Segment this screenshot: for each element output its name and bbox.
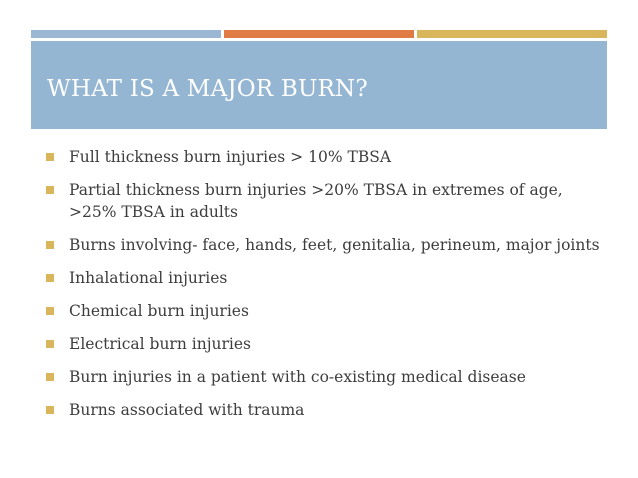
bullet-text: Full thickness burn injuries > 10% TBSA (69, 148, 392, 166)
square-bullet-icon (46, 186, 54, 194)
bullet-item (46, 333, 606, 355)
slide-title: WHAT IS A MAJOR BURN? (47, 76, 368, 102)
bullet-text: Burns associated with trauma (69, 401, 305, 419)
bullet-text: Inhalational injuries (69, 269, 228, 287)
square-bullet-icon (46, 307, 54, 315)
accent-bar-blue (31, 30, 221, 38)
bullet-text: Electrical burn injuries (69, 335, 251, 353)
square-bullet-icon (46, 340, 54, 348)
bullet-text: Chemical burn injuries (69, 302, 249, 320)
square-bullet-icon (46, 373, 54, 381)
bullet-text: Burns involving- face, hands, feet, genitalia, perineum, major joints (69, 236, 600, 254)
accent-bar-orange (224, 30, 414, 38)
square-bullet-icon (46, 274, 54, 282)
bullet-list (46, 146, 606, 432)
title-band (31, 41, 607, 129)
bullet-item (46, 234, 606, 256)
square-bullet-icon (46, 153, 54, 161)
bullet-text: Burn injuries in a patient with co-existing medical disease (69, 368, 526, 386)
bullet-item (46, 366, 606, 388)
accent-bar-gold (417, 30, 607, 38)
square-bullet-icon (46, 241, 54, 249)
bullet-item (46, 399, 606, 421)
bullet-item (46, 267, 606, 289)
square-bullet-icon (46, 406, 54, 414)
bullet-item (46, 300, 606, 322)
bullet-item (46, 179, 606, 223)
bullet-item (46, 146, 606, 168)
bullet-text: Partial thickness burn injuries >20% TBSA in extremes of age, >25% TBSA in adults (69, 181, 563, 221)
